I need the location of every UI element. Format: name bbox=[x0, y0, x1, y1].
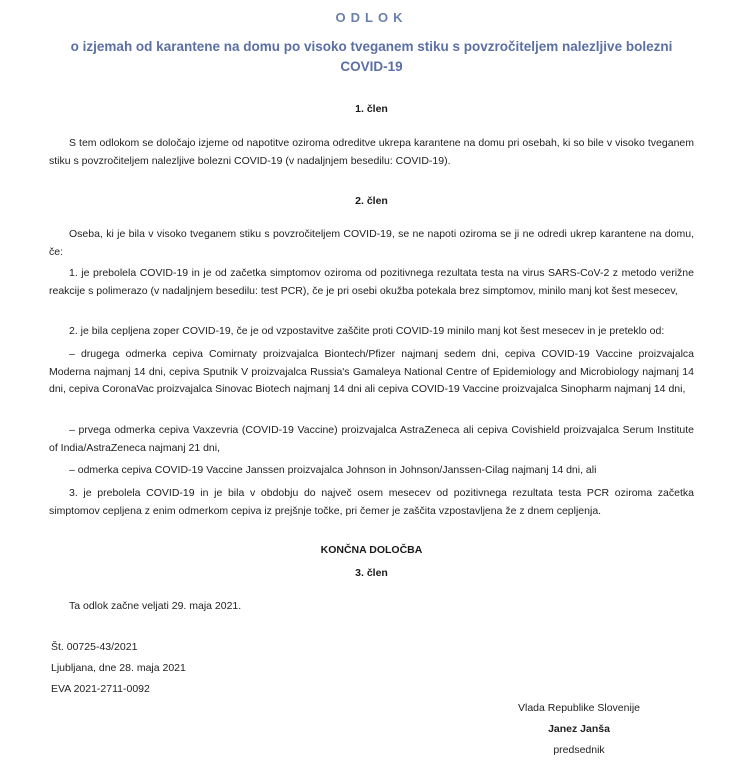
article-3-heading: 3. člen bbox=[355, 567, 388, 579]
signature-role: predsednik bbox=[553, 744, 605, 756]
document-number: Št. 00725-43/2021 bbox=[51, 641, 138, 653]
article-2-dash-1: – drugega odmerka cepiva Comirnaty proizvajalca Biontech/Pfizer najmanj sedem dni, cepiva COVID-19 Vaccine proizvajalca Moderna najmanj 14 dni, cepiva Sputnik V proizvajalca Russia's Gamaleya National Centre of Epidemiology and Microbiology najmanj 14 dni, cepiva CoronaVac proizvajalca Sinovac Biotech najmanj 14 dni ali cepiva COVID-19 Vaccine proizvajalca Sinopharm najmanj 14 dni, bbox=[49, 348, 694, 395]
document-title: ODLOK bbox=[335, 10, 408, 25]
article-2-point-3: 3. je prebolela COVID-19 in je bila v obdobju do največ osem mesecev od pozitivnega rezultata testa PCR oziroma začetka simptomov cepljena z enim odmerkom cepiva iz prejšnje točke, pri čemer je zaščita vzpostavljena že z dnem cepljenja. bbox=[49, 487, 694, 517]
document-place-date: Ljubljana, dne 28. maja 2021 bbox=[51, 662, 186, 674]
article-2-heading: 2. člen bbox=[355, 195, 388, 207]
article-2-point-2: 2. je bila cepljena zoper COVID-19, če je od vzpostavitve zaščite proti COVID-19 minilo manj kot šest mesecev in je preteklo od: bbox=[69, 325, 665, 337]
signature-name: Janez Janša bbox=[548, 723, 610, 735]
document-eva: EVA 2021-2711-0092 bbox=[51, 683, 150, 695]
article-2-dash-3: – odmerka cepiva COVID-19 Vaccine Janssen proizvajalca Johnson in Johnson/Janssen-Cilag najmanj 14 dni, ali bbox=[69, 464, 597, 476]
article-1-paragraph: S tem odlokom se določajo izjeme od napotitve oziroma odreditve ukrepa karantene na domu pri osebah, ki so bile v visoko tveganem stiku s povzročiteljem nalezljive bolezni COVID-19 (v nadaljnjem besedilu: COVID-19). bbox=[49, 137, 694, 167]
document-subtitle: o izjemah od karantene na domu po visoko tveganem stiku s povzročiteljem nalezljive bolezni COVID-19 bbox=[70, 39, 673, 74]
signature-institution: Vlada Republike Slovenije bbox=[518, 702, 640, 714]
article-1-heading: 1. člen bbox=[355, 103, 388, 115]
article-3-paragraph: Ta odlok začne veljati 29. maja 2021. bbox=[69, 600, 242, 612]
article-2-dash-2: – prvega odmerka cepiva Vaxzevria (COVID-19 Vaccine) proizvajalca AstraZeneca ali cepiva Covishield proizvajalca Serum Institute of India/AstraZeneca najmanj 21 dni, bbox=[49, 424, 694, 454]
article-2-point-1: 1. je prebolela COVID-19 in je od začetka simptomov oziroma od pozitivnega rezultata testa na virus SARS-CoV-2 z metodo verižne reakcije s polimerazo (v nadaljnjem besedilu: test PCR), če je pri osebi okužba potekala brez simptomov, minilo manj kot šest mesecev, bbox=[49, 267, 694, 297]
article-2-intro: Oseba, ki je bila v visoko tveganem stiku s povzročiteljem COVID-19, se ne napoti oziroma se ji ne odredi ukrep karantene na domu, če: bbox=[49, 228, 694, 258]
final-section-heading: KONČNA DOLOČBA bbox=[320, 544, 423, 556]
